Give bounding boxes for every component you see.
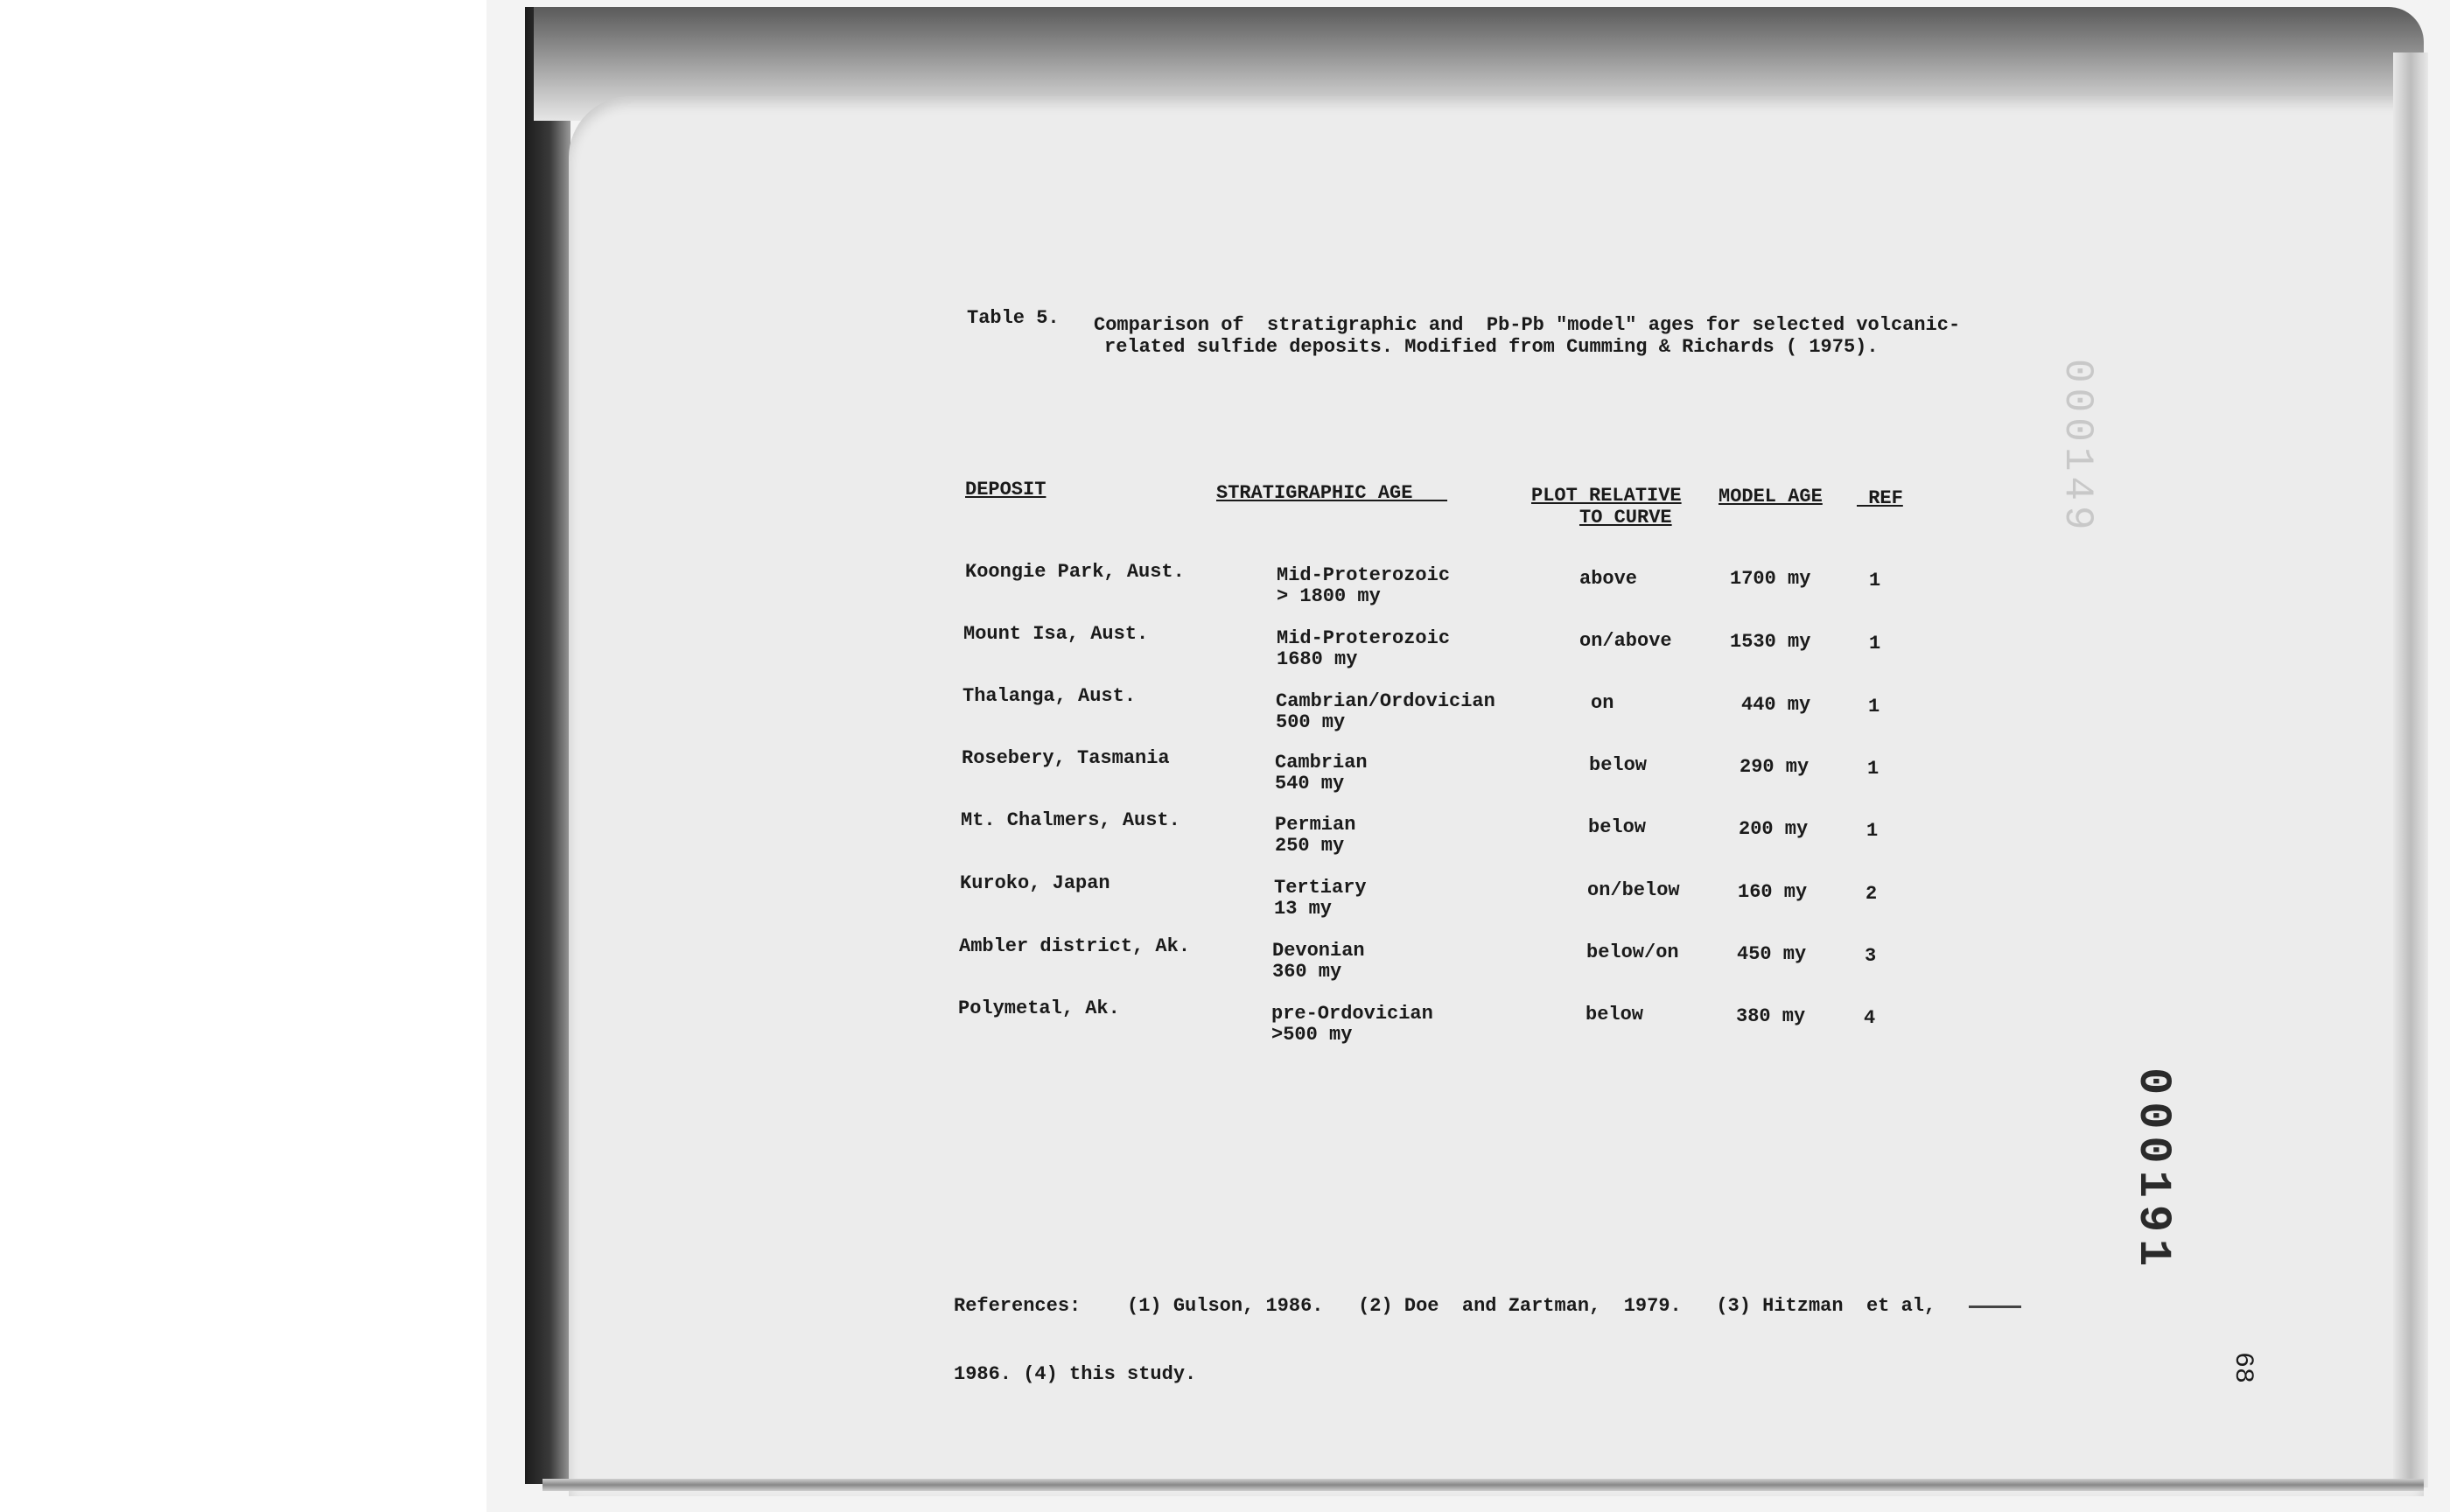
plot-relative-cell: below [1586, 1004, 1644, 1026]
strat-age-cell: Mid-Proterozoic [1277, 627, 1451, 649]
strat-age-cell: pre-Ordovician [1271, 1003, 1433, 1025]
model-age-cell: 200 my [1739, 818, 1809, 840]
header-plot-relative: PLOT RELATIVE [1531, 485, 1682, 507]
header-plot-relative-line-2: TO CURVE [1579, 507, 1672, 528]
ref-cell: 1 [1869, 570, 1881, 592]
page-edge-right [2393, 52, 2428, 1488]
table-caption-line-2: related sulfide deposits. Modified from Cumming & Richards ( 1975). [1104, 336, 1879, 358]
strat-age-cell: Permian [1275, 814, 1356, 836]
table-caption-label: Table 5. [967, 307, 1060, 329]
model-age-cell: 290 my [1740, 756, 1810, 778]
pen-mark [1969, 1306, 2021, 1308]
ref-cell: 2 [1866, 883, 1878, 905]
strat-age-value-cell: 13 my [1274, 898, 1333, 920]
plot-relative-cell: on/below [1587, 879, 1680, 901]
model-age-cell: 1700 my [1730, 568, 1811, 590]
deposit-cell: Polymetal, Ak. [958, 998, 1120, 1019]
deposit-cell: Rosebery, Tasmania [962, 747, 1170, 769]
ref-cell: 1 [1868, 696, 1880, 718]
strat-age-value-cell: 360 my [1272, 961, 1342, 983]
strat-age-value-cell: 500 my [1276, 711, 1346, 733]
references-line-2: 1986. (4) this study. [954, 1363, 1197, 1385]
references-line-1: References: (1) Gulson, 1986. (2) Doe and Zartman, 1979. (3) Hitzman et al, [954, 1295, 1936, 1317]
strat-age-cell: Cambrian/Ordovician [1276, 690, 1495, 712]
strat-age-value-cell: >500 my [1271, 1024, 1353, 1046]
strat-age-cell: Tertiary [1274, 877, 1367, 899]
model-age-cell: 160 my [1738, 881, 1808, 903]
model-age-cell: 450 my [1737, 943, 1807, 965]
header-deposit: DEPOSIT [965, 479, 1046, 500]
ref-cell: 3 [1865, 945, 1877, 967]
plot-relative-cell: above [1579, 568, 1638, 590]
deposit-cell: Koongie Park, Aust. [965, 561, 1185, 583]
strat-age-cell: Devonian [1272, 940, 1365, 962]
header-model-age: MODEL AGE [1718, 486, 1823, 508]
strat-age-value-cell: 250 my [1275, 835, 1345, 857]
document-stamp-number: 000191 [2127, 1068, 2179, 1274]
deposit-cell: Ambler district, Ak. [959, 935, 1191, 957]
plot-relative-cell: on [1591, 692, 1614, 714]
plot-relative-cell: on/above [1579, 630, 1672, 652]
page-number: 68 [2228, 1352, 2258, 1384]
strat-age-cell: Mid-Proterozoic [1277, 564, 1451, 586]
page-edge-bottom [542, 1479, 2424, 1491]
model-age-cell: 1530 my [1730, 631, 1811, 653]
deposit-cell: Mount Isa, Aust. [963, 623, 1149, 645]
references [954, 1250, 1936, 1409]
faint-stamp-number: 000149 [2054, 359, 2100, 536]
plot-relative-cell: below [1588, 816, 1647, 838]
deposit-cell: Thalanga, Aust. [962, 685, 1137, 707]
table-caption-line-1: Comparison of stratigraphic and Pb-Pb "model" ages for selected volcanic- [1094, 314, 1961, 336]
strat-age-value-cell: > 1800 my [1277, 585, 1381, 607]
ref-cell: 4 [1864, 1007, 1876, 1029]
model-age-cell: 380 my [1736, 1005, 1806, 1027]
ref-cell: 1 [1866, 820, 1879, 842]
deposit-cell: Mt. Chalmers, Aust. [961, 809, 1180, 831]
header-stratigraphic-age: STRATIGRAPHIC AGE [1216, 482, 1448, 504]
ref-cell: 1 [1867, 758, 1880, 780]
ref-cell: 1 [1869, 633, 1881, 654]
deposit-cell: Kuroko, Japan [960, 872, 1110, 894]
plot-relative-cell: below [1589, 754, 1648, 776]
strat-age-value-cell: 1680 my [1277, 648, 1358, 670]
strat-age-value-cell: 540 my [1275, 773, 1345, 794]
plot-relative-cell: below/on [1586, 942, 1679, 963]
model-age-cell: 440 my [1741, 694, 1811, 716]
strat-age-cell: Cambrian [1275, 752, 1368, 774]
header-ref: REF [1857, 487, 1903, 509]
binding-shadow-left [525, 7, 570, 1484]
